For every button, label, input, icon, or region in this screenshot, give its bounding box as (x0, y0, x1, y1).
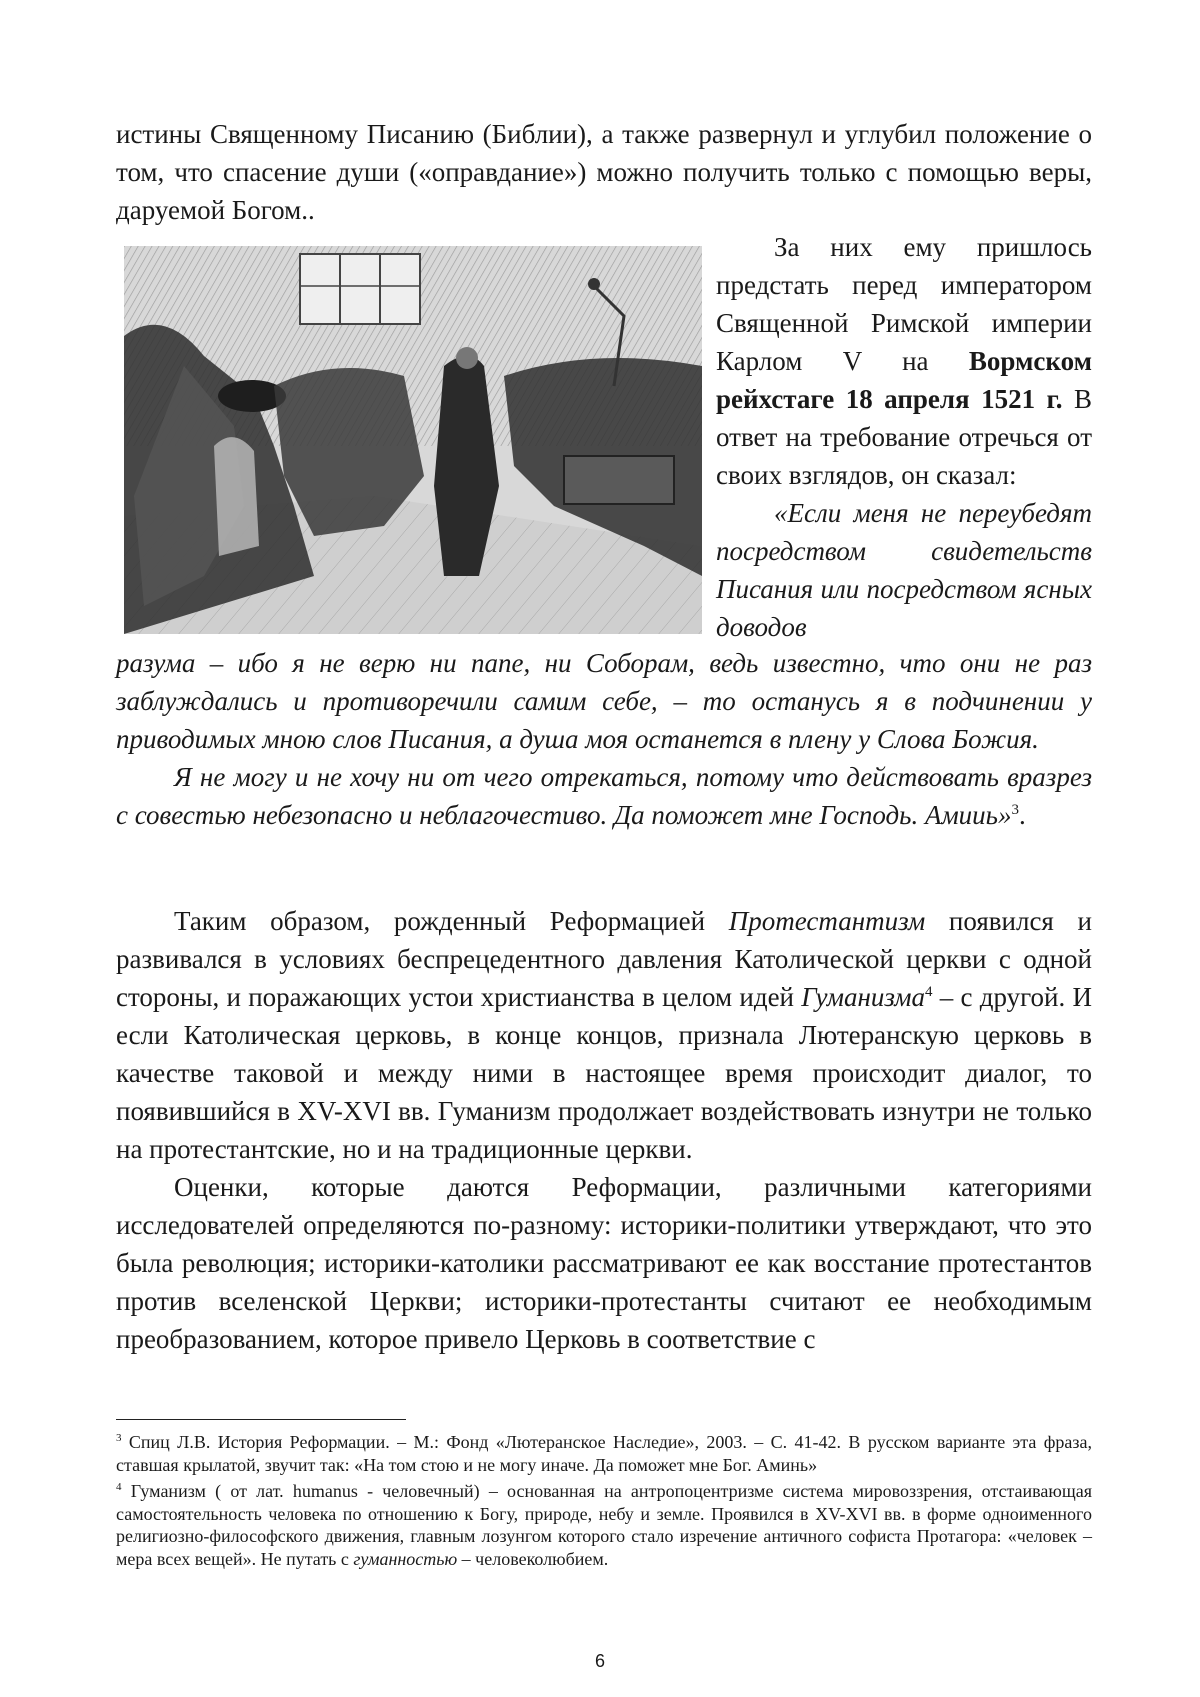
footnote-4-italic: гуманностью (353, 1548, 458, 1569)
term-protestantism: Протестантизм (728, 906, 926, 936)
quote-start-text: «Если меня не переубедят посредством свидетельств Писания или посредством ясных доводов (716, 498, 1092, 642)
quote-continuation (116, 644, 1092, 834)
footnote-4-text-a: Гуманизм ( от лат. humanus - человечный) – основанная на антропоцентризме система мировоззрения, отстаивающая самостоятельность человека по отношению к Богу, природе, небу и земле. Проявился в XV-XVI вв. в форме одноименного религиозно-философского движения, главным лозунгом которого стало изречение античного софиста Протагора: «человек – мера всех вещей». Не путать с (116, 1481, 1092, 1569)
footnote-3-number: 3 (116, 1432, 122, 1444)
quote-start (716, 494, 1092, 646)
assessments-paragraph: Оценки, которые даются Реформации, различными категориями исследователей определяются по-разному: историки-политики утверждают, что это была революция; историки-католики рассматривают ее как восстание протестантов против вселенской Церкви; историки-протестанты считают ее необходимым преобразованием, которое привело Церковь в соответствие с (116, 1172, 1092, 1354)
main-body (116, 902, 1092, 1358)
worms-diet-engraving (124, 246, 702, 634)
quote-final-text: Я не могу и не хочу ни от чего отрекаться, потому что действовать вразрез с совестью небезопасно и неблагочестиво. Да поможет мне Господь. Амииь» (116, 762, 1092, 830)
footnote-4-number: 4 (116, 1481, 122, 1493)
diet-paragraph (716, 228, 1092, 494)
quote-cont-paragraph (116, 644, 1092, 758)
engraving-illustration (124, 246, 702, 634)
footnote-4-text-b: – человеколюбием. (457, 1548, 609, 1569)
p1-part-b: появился и развивался в условиях беспрецедентного давления Католической церкви с одной стороны, и поражающих устои христианства в целом идей (116, 906, 1092, 1012)
quote-cont-text: разума – ибо я не верю ни папе, ни Соборам, ведь известно, что они не раз заблуждались и противоречили самим себе, – то останусь я в подчинении у приводимых мною слов Писания, а душа моя останется в плену у Слова Божия. (116, 648, 1092, 754)
right-column-text (716, 228, 1092, 646)
footnote-3-text: Спиц Л.В. История Реформации. – М.: Фонд «Лютеранское Наследие», 2003. – С. 41-42. В русском варианте эта фраза, ставшая крылатой, звучит так: «На том стою и не могу иначе. Да поможет мне Бог. Аминь» (116, 1432, 1092, 1475)
intro-text: истины Священному Писанию (Библии), а также развернул и углубил положение о том, что спасение души («оправдание») можно получить только с помощью веры, даруемой Богом.. (116, 119, 1092, 225)
quote-period: . (1018, 800, 1026, 830)
diet-text-end: В ответ на требование отречься от своих взглядов, он сказал: (716, 384, 1092, 490)
footnote-3 (116, 1431, 1092, 1476)
footnote-4 (116, 1480, 1092, 1570)
quote-final-paragraph (116, 758, 1092, 834)
protestantism-paragraph (116, 902, 1092, 1168)
term-humanism: Гуманизма (801, 982, 925, 1012)
p1-part-a: Таким образом, рожденный Реформацией (174, 906, 729, 936)
footnotes (116, 1431, 1092, 1574)
worms-diet-date: Вормском рейхстаге 18 апреля 1521 г. (716, 346, 1092, 414)
diet-text-start: За них ему пришлось предстать перед императором Священной Римской империи Карлом V на (716, 232, 1092, 376)
page-number: 6 (594, 1651, 605, 1671)
footnote-ref-4[interactable]: 4 (925, 984, 933, 1000)
intro-paragraph (116, 115, 1092, 229)
p1-part-c: – с другой. И если Католическая церковь, в конце концов, признала Лютеранскую церковь в качестве таковой и между ними в настоящее время происходит диалог, то появившийся в XV-XVI вв. Гуманизм продолжает воздействовать изнутри не только на протестантские, но и на традиционные церкви. (116, 982, 1092, 1164)
footnote-ref-3[interactable]: 3 (1011, 802, 1019, 818)
footnote-divider (116, 1419, 406, 1420)
